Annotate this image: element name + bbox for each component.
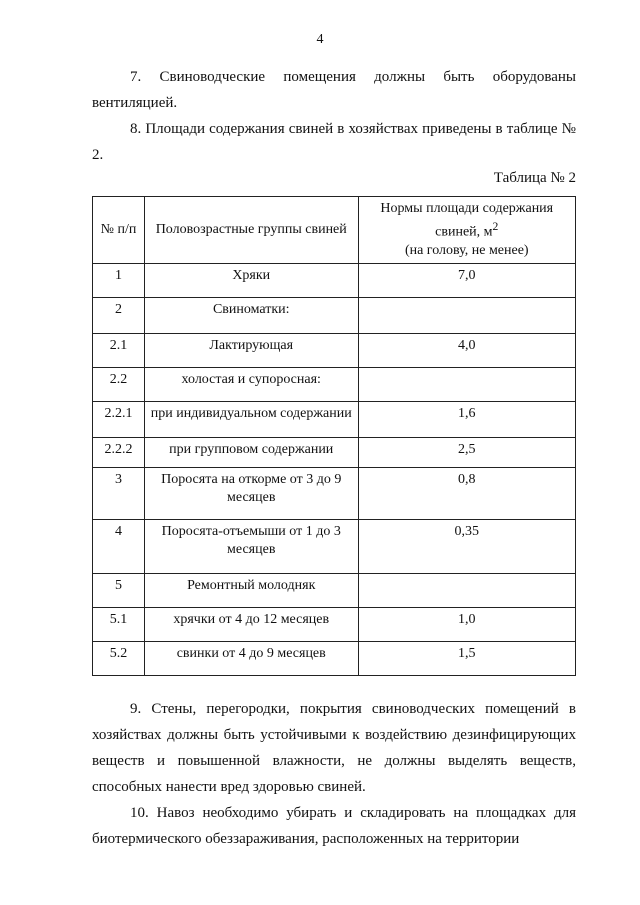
row-num: 5.1 [93, 607, 145, 641]
row-num: 5 [93, 573, 145, 607]
table-row [93, 607, 576, 641]
row-value: 1,6 [358, 401, 575, 437]
table-caption: Таблица № 2 [493, 170, 576, 186]
row-group: свинки от 4 до 9 месяцев [144, 641, 358, 675]
row-num: 2.2 [93, 367, 145, 401]
row-value [358, 367, 575, 401]
paragraph-8: 8. Площади содержания свиней в хозяйствах приведены в таблице № 2. [92, 121, 576, 163]
row-value [358, 573, 575, 607]
table-row [93, 519, 576, 573]
row-group: при индивидуальном содержании [144, 401, 358, 437]
row-value: 2,5 [358, 437, 575, 467]
row-group: Ремонтный молодняк [144, 573, 358, 607]
header-norm [358, 197, 575, 264]
row-num: 5.2 [93, 641, 145, 675]
area-norms-table [92, 196, 576, 676]
row-group: Лактирующая [144, 333, 358, 367]
table-row [93, 573, 576, 607]
row-value: 1,0 [358, 607, 575, 641]
header-norm-line1: Нормы площади содержания свиней, м [380, 201, 554, 240]
row-num: 3 [93, 467, 145, 519]
page-number: 4 [316, 32, 324, 47]
header-norm-sup: 2 [492, 220, 499, 233]
row-num: 1 [93, 263, 145, 297]
row-value: 1,5 [358, 641, 575, 675]
table-row [93, 367, 576, 401]
row-value: 0,8 [358, 467, 575, 519]
row-value: 7,0 [358, 263, 575, 297]
table-row [93, 467, 576, 519]
row-group: Поросята-отъемыши от 1 до 3 месяцев [144, 519, 358, 573]
row-group: хрячки от 4 до 12 месяцев [144, 607, 358, 641]
table-row [93, 401, 576, 437]
table-row [93, 333, 576, 367]
row-value: 0,35 [358, 519, 575, 573]
row-group: Хряки [144, 263, 358, 297]
table-row [93, 641, 576, 675]
row-group: Свиноматки: [144, 297, 358, 333]
header-group: Половозрастные группы свиней [144, 197, 358, 264]
table-row [93, 263, 576, 297]
row-value: 4,0 [358, 333, 575, 367]
row-group: Поросята на откорме от 3 до 9 месяцев [144, 467, 358, 519]
table-row [93, 437, 576, 467]
header-num: № п/п [93, 197, 145, 264]
table-row [93, 297, 576, 333]
row-num: 2.2.2 [93, 437, 145, 467]
row-num: 4 [93, 519, 145, 573]
row-num: 2.2.1 [93, 401, 145, 437]
row-num: 2.1 [93, 333, 145, 367]
row-num: 2 [93, 297, 145, 333]
paragraph-7: 7. Свиноводческие помещения должны быть оборудованы вентиляцией. [92, 69, 576, 111]
row-group: при групповом содержании [144, 437, 358, 467]
paragraph-9: 9. Стены, перегородки, покрытия свиноводческих помещений в хозяйствах должны быть устойчивыми к воздействию дезинфицирующих веществ и повышенной влажности, не должны выделять веществ, способных нанести вред здоровью свиней. [92, 701, 576, 795]
row-value [358, 297, 575, 333]
table-header-row [93, 197, 576, 264]
paragraph-10: 10. Навоз необходимо убирать и складировать на площадках для биотермического обеззараживания, расположенных на территории [92, 805, 576, 847]
row-group: холостая и супоросная: [144, 367, 358, 401]
header-norm-line2: (на голову, не менее) [404, 242, 529, 258]
